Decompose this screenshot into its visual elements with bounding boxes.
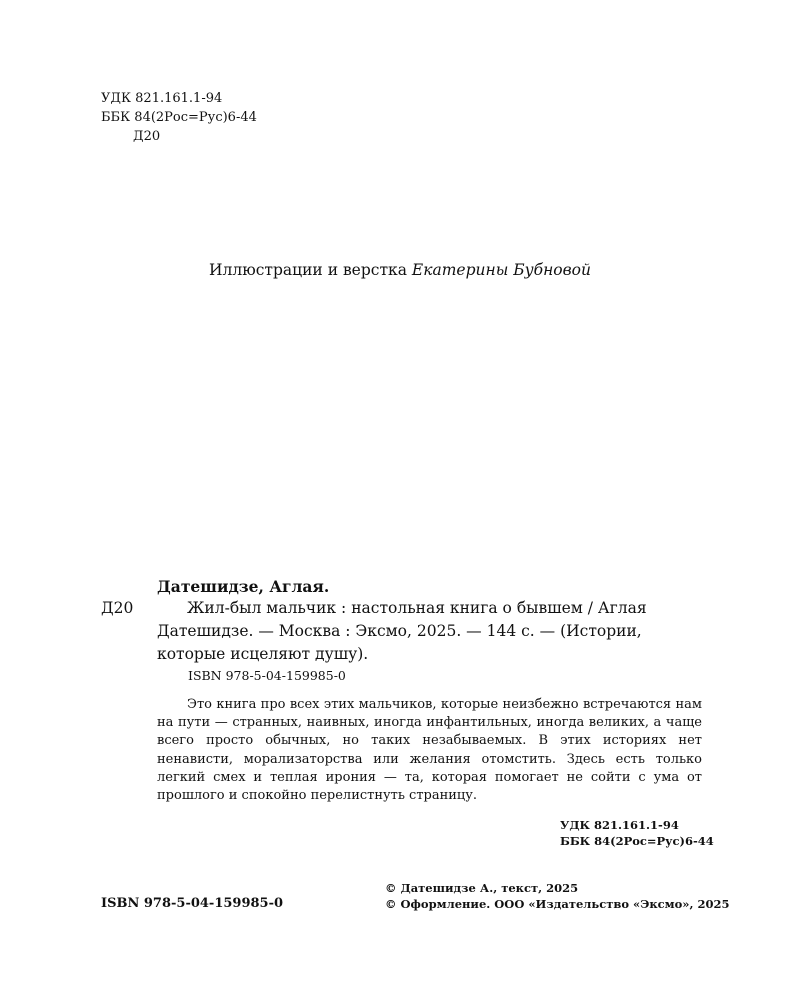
- copyright-block: [385, 880, 730, 912]
- classification-block: [101, 89, 257, 146]
- record-isbn: ISBN 978-5-04-159985-0: [188, 668, 346, 683]
- udk-code: УДК 821.161.1-94: [101, 91, 223, 106]
- author-mark: Д20: [133, 129, 161, 144]
- record-bbk: ББК 84(2Рос=Рус)6-44: [560, 834, 714, 848]
- record-classification: [560, 817, 714, 849]
- record-author: Датешидзе, Аглая.: [157, 577, 330, 596]
- bbk-code: ББК 84(2Рос=Рус)6-44: [101, 110, 257, 125]
- copyright-design: © Оформление. ООО «Издательство «Эксмо», 2025: [385, 897, 730, 911]
- record-udk: УДК 821.161.1-94: [560, 818, 679, 832]
- illustrator-name: Екатерины Бубновой: [411, 261, 591, 279]
- footer-isbn: ISBN 978-5-04-159985-0: [101, 896, 284, 911]
- record-author-mark: Д20: [101, 599, 134, 617]
- credits-prefix: Иллюстрации и верстка: [209, 261, 412, 279]
- illustration-credits: [0, 261, 800, 279]
- copyright-text: © Датешидзе А., текст, 2025: [385, 881, 579, 895]
- bibliographic-description: Жил-был мальчик : настольная книга о бывшем / Аглая Датешидзе. — Москва : Эксмо, 2025. — 144 с. — (Истории, которые исцеляют душу).: [157, 599, 647, 663]
- book-abstract: Это книга про всех этих мальчиков, которые неизбежно встречаются нам на пути — странных, наивных, иногда инфантильных, иногда великих, а чаще всего просто обычных, но таких незабываемых. В этих историях нет ненависти, морализаторства или желания отомстить. Здесь есть только легкий смех и теплая ирония — та, которая помогает не сойти с ума от прошлого и спокойно перелистнуть страницу.: [157, 697, 702, 804]
